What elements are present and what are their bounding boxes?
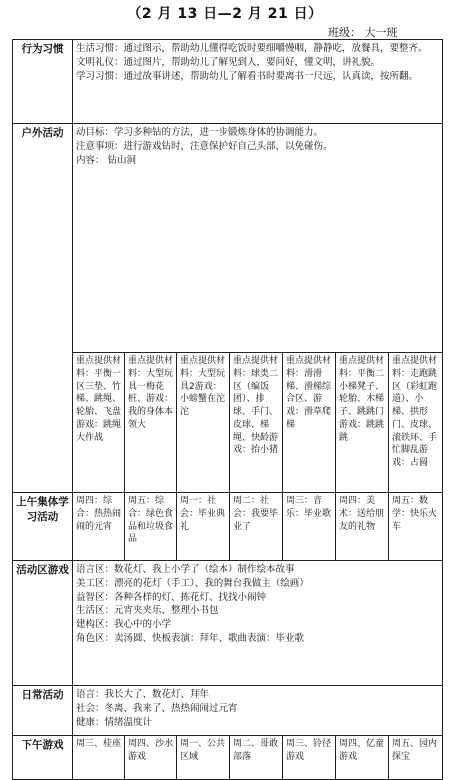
zones-row [13,561,443,686]
morning-row [13,493,443,561]
page-title: （2 月 13 日—2 月 21 日） [127,6,323,22]
morning-day-cell: 周四：美术：送给朋友的礼物 [336,493,389,561]
morning-day-cell: 周五：数学：快乐火车 [389,493,443,561]
afternoon-day-cell: 周一、公共区域 [177,736,230,780]
afternoon-day-cell: 周四、亿童游戏 [336,736,389,780]
habits-line: 学习习惯：通过故事讲述，帮助幼儿了解看书时要离书一尺远，认真读，按所翻。 [76,70,419,82]
morning-day-cell: 周四：综合：热热闹闹的元宵 [73,493,125,561]
outdoor-day-cell: 重点提供材料：平衡一区三垫、竹梯、跳绳、轮胎、飞盘游戏：跳绳大作战 [73,353,125,493]
row-label-zones: 活动区游戏 [13,561,73,686]
afternoon-row [13,736,443,780]
zones-line: 美工区：漂亮的花灯（手工）、我的舞台我做主（绘画） [76,577,309,589]
zones-line: 益智区：各种各样的灯、拣花灯、找找小闹钟 [76,591,267,603]
zones-line: 角色区：卖汤圆、快板表演：拜年、歌曲表演：毕业歌 [76,632,305,644]
afternoon-day-cell: 周三、桂座 [73,736,125,780]
row-label-morning: 上午集体学习活动 [13,493,73,561]
zones-line: 生活区：元宵夹夹乐、整理小书包 [76,605,219,617]
afternoon-day-cell: 周二、哥敢部落 [230,736,283,780]
afternoon-day-cell: 周四、沙水游戏 [125,736,177,780]
outdoor-day-cell: 重点提供材料：走跑跳区（彩虹跑道）、小梯、拱形门、皮球、滚铁环、手忙脚乱游戏：占圆 [389,353,443,493]
morning-day-cell: 周一：社会：毕业典礼 [177,493,230,561]
outdoor-intro-line: 内容： 钻山洞 [76,154,137,166]
morning-day-cell: 周二：社会：我要毕业了 [230,493,283,561]
zones-content [73,561,443,686]
habits-line: 文明礼仪：通过图片，帮助幼儿了解见到人，要问好，懂文明，讲礼貌。 [76,56,381,68]
habits-content [73,40,443,124]
schedule-table [12,39,443,780]
outdoor-cols-row [13,353,443,493]
daily-line: 社会：冬离、我来了、热热闹闹过元宵 [76,702,238,714]
daily-content [73,686,443,736]
outdoor-intro [73,124,443,353]
zones-line: 建构区：我心中的小学 [76,619,172,631]
outdoor-day-cell: 重点提供材料：大型玩具2游戏：小螃蟹在沱沱 [177,353,230,493]
outdoor-row [13,124,443,353]
outdoor-intro-line: 动目标：学习多种钻的方法，进一步锻炼身体的协调能力。 [76,127,324,138]
morning-day-cell: 周三：音乐：毕业歌 [283,493,336,561]
afternoon-day-cell: 周三、铃径游戏 [283,736,336,780]
row-label-afternoon: 下午游戏 [13,736,73,780]
outdoor-day-cell: 重点提供材料：滑滑梯、滑梯综合区、游戏：滑草爬梯 [283,353,336,493]
daily-row [13,686,443,736]
daily-line: 健康：情绪温度计 [76,716,153,728]
row-label-habits: 行为习惯 [13,40,73,124]
afternoon-day-cell: 周五、园内探宝 [389,736,443,780]
row-label-outdoor: 户外活动 [13,124,73,493]
class-label: 班级： 大一班 [328,26,398,39]
outdoor-day-cell: 重点提供材料：大型玩具一梅花桩、游戏：我的身体本领大 [125,353,177,493]
outdoor-day-cell: 重点提供材料：平衡二小梯凳子、轮胎、木梯子、跳跳门游戏：跳跳跳 [336,353,389,493]
row-label-daily: 日常活动 [13,686,73,736]
outdoor-intro-line: 注意事项：进行游戏钻时，注意保护好自己头部，以免碰伤。 [76,140,333,152]
habits-row [13,40,443,124]
daily-line: 语言：我长大了、数花灯、拜年 [76,689,210,700]
outdoor-day-cell: 重点提供材料：球类二区（编饭团）、排球、手门、皮球、梯绳、快龄游戏：抬小猪 [230,353,283,493]
morning-day-cell: 周五：综合：绿色食品和垃圾食品 [125,493,177,561]
habits-line: 生活习惯：通过图示，帮助幼儿懂得吃饭时要细嚼慢咽，静静吃，放餐具，要整齐。 [76,43,428,54]
zones-line: 语言区：数花灯、我上小学了（绘本）制作绘本故事 [76,564,295,575]
